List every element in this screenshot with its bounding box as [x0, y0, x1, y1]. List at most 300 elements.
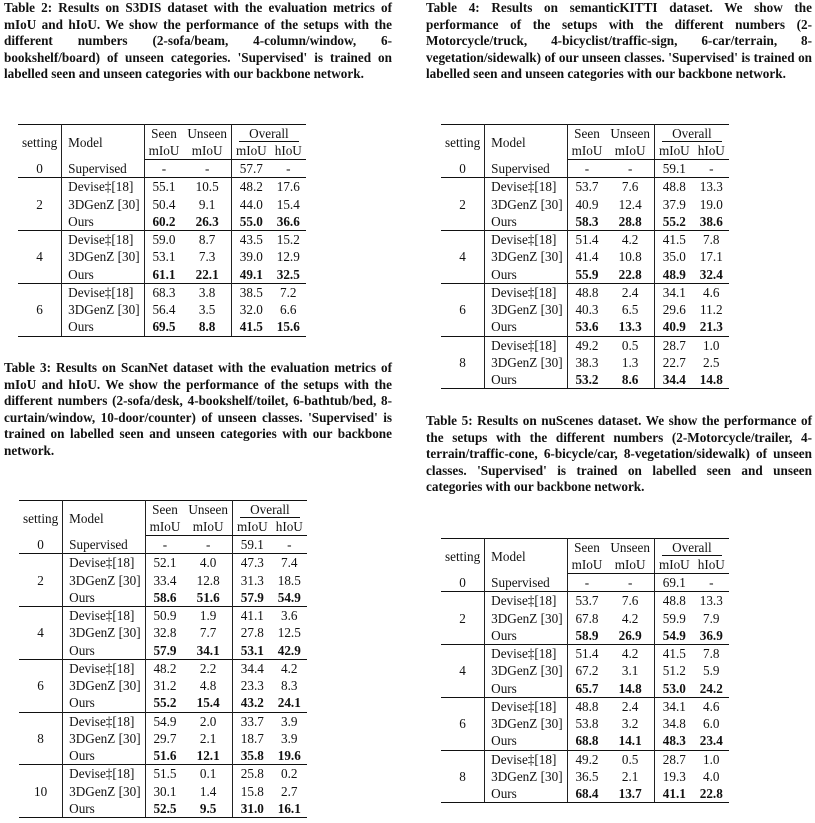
overall-miou-cell: 19.3: [662, 768, 686, 784]
table-row: [441, 283, 729, 301]
table-row: [19, 642, 307, 660]
setting-cell: 8: [441, 750, 485, 803]
model-cell: Devise‡[18]: [485, 178, 567, 196]
unseen-miou-cell: 0.5: [606, 336, 654, 354]
seen-miou-cell: 61.1: [152, 266, 176, 282]
seen-miou-cell: 52.1: [145, 554, 184, 572]
overall-hiou-cell: 4.0: [703, 768, 720, 784]
seen-miou-cell: 68.4: [567, 785, 606, 803]
table-row: [18, 230, 306, 248]
overall-miou-cell: 41.1: [654, 785, 693, 803]
table-row: [441, 732, 729, 750]
overall-hiou-cell: 8.3: [281, 678, 298, 694]
overall-header-cell: [654, 539, 728, 557]
overall-miou-cell: 39.0: [239, 249, 263, 265]
table-row: [19, 800, 307, 818]
overall-miou-cell: 53.0: [662, 680, 686, 696]
table-row: [441, 750, 729, 768]
overall-miou-cell: 59.1: [662, 161, 686, 177]
overall-hiou-cell: 11.2: [699, 302, 723, 318]
model-cell: Ours: [63, 694, 145, 712]
table-row: [19, 624, 307, 642]
overall-hiou-cell: 4.6: [694, 283, 729, 301]
unseen-miou-cell: 22.1: [183, 266, 231, 284]
model-cell: Ours: [485, 371, 567, 389]
seen-header: Seen: [567, 125, 606, 143]
unseen-miou-cell: 3.8: [183, 283, 231, 301]
overall-hiou-cell: 32.5: [276, 266, 300, 282]
overall-hiou-cell: 4.6: [694, 697, 729, 715]
overall-miou-cell: 59.1: [240, 537, 264, 553]
header-row: [441, 125, 729, 143]
model-cell: Ours: [485, 680, 567, 698]
setting-cell: 0: [441, 574, 485, 592]
setting-cell: 2: [441, 178, 485, 231]
model-cell: Devise‡[18]: [485, 644, 567, 662]
unseen-miou-cell: -: [183, 160, 231, 178]
overall-hiou-cell: 24.1: [277, 695, 301, 711]
table-row: [18, 283, 306, 301]
seen-miou-cell: 53.1: [152, 249, 176, 265]
unseen-miou-cell: 10.8: [606, 248, 654, 266]
model-cell: 3DGenZ [30]: [63, 782, 145, 800]
overall-hiou-cell: 7.2: [271, 283, 306, 301]
table-row: [441, 574, 729, 592]
unseen-miou-cell: 1.4: [184, 782, 232, 800]
table-row: [19, 589, 307, 607]
model-header: Model: [485, 125, 567, 160]
overall-hiou-cell: 15.4: [276, 196, 300, 212]
model-header: Model: [63, 501, 145, 536]
overall-hiou-cell: 17.1: [699, 249, 723, 265]
overall-hiou-cell: 1.0: [694, 336, 729, 354]
unseen-miou-cell: 12.1: [184, 747, 232, 765]
overall-hiou-cell: 4.2: [272, 659, 307, 677]
seen-miou-cell: -: [162, 537, 168, 553]
overall-hiou-cell: 7.4: [272, 554, 307, 572]
overall-miou-cell: 35.8: [240, 748, 264, 764]
setting-header: setting: [18, 125, 62, 160]
model-cell: Ours: [62, 318, 144, 336]
unseen-miou-cell: 4.2: [606, 230, 654, 248]
model-cell: Ours: [485, 627, 567, 645]
table-row: [441, 354, 729, 372]
seen-miou-cell: 53.7: [567, 178, 606, 196]
overall-hiou-cell: 54.9: [277, 589, 301, 605]
unseen-miou-cell: 8.6: [606, 371, 654, 389]
model-cell: Devise‡[18]: [62, 178, 144, 196]
overall-miou-cell: 31.3: [240, 572, 264, 588]
overall-miou-cell: 41.5: [231, 318, 270, 336]
overall-miou-cell: 38.5: [231, 283, 270, 301]
overall-hiou-cell: 7.9: [703, 610, 720, 626]
unseen-miou-header: mIoU: [184, 518, 232, 536]
overall-miou-header: mIoU: [232, 518, 271, 536]
table-row: [18, 318, 306, 336]
overall-header: Overall: [662, 126, 722, 142]
unseen-header: Unseen: [183, 125, 231, 143]
model-cell: Devise‡[18]: [485, 592, 567, 610]
model-cell: 3DGenZ [30]: [62, 301, 144, 319]
unseen-miou-cell: 26.3: [183, 213, 231, 231]
overall-hiou-cell: 6.6: [280, 302, 297, 318]
header-row: [18, 125, 306, 143]
overall-hiou-cell: 42.9: [277, 642, 301, 658]
header-row: [441, 539, 729, 557]
table2-caption: Table 2: Results on S3DIS dataset with the evaluation metrics of mIoU and hIoU. We show the performance of the setups with the different numbers (2-sofa/beam, 4-column/window, 6-bookshelf/board) of unseen categories. 'Supervised' is trained on labelled seen and unseen categories with our backbone network.: [4, 0, 392, 81]
overall-hiou-cell: 36.9: [699, 627, 723, 643]
unseen-miou-header: mIoU: [183, 142, 231, 160]
unseen-miou-cell: 2.4: [606, 283, 654, 301]
model-cell: 3DGenZ [30]: [485, 354, 567, 372]
overall-miou-cell: 48.2: [231, 178, 270, 196]
unseen-miou-cell: 34.1: [184, 642, 232, 660]
unseen-miou-cell: 51.6: [184, 589, 232, 607]
seen-miou-cell: 50.9: [145, 606, 184, 624]
overall-hiou-cell: 38.6: [699, 213, 723, 229]
seen-miou-cell: 52.5: [145, 800, 184, 818]
unseen-miou-cell: 9.1: [183, 195, 231, 213]
overall-header: Overall: [240, 502, 300, 518]
overall-miou-cell: 49.1: [239, 266, 263, 282]
overall-miou-cell: 54.9: [662, 627, 686, 643]
table-row: [19, 606, 307, 624]
table-row: [19, 659, 307, 677]
unseen-miou-cell: 1.3: [606, 354, 654, 372]
overall-header-cell: [231, 125, 305, 143]
seen-miou-cell: 67.8: [575, 610, 599, 626]
overall-hiou-cell: 36.6: [276, 213, 300, 229]
table-row: [441, 318, 729, 336]
overall-header-cell: [654, 125, 728, 143]
overall-miou-cell: 53.1: [240, 642, 264, 658]
unseen-miou-cell: 6.5: [606, 301, 654, 319]
overall-hiou-cell: 18.5: [277, 572, 301, 588]
seen-miou-cell: 54.9: [145, 712, 184, 730]
table3-results: [19, 500, 307, 818]
unseen-header: Unseen: [606, 125, 654, 143]
table-row: [441, 230, 729, 248]
overall-miou-cell: 44.0: [239, 196, 263, 212]
unseen-miou-cell: 14.1: [606, 732, 654, 750]
seen-miou-cell: 50.4: [152, 196, 176, 212]
model-cell: Ours: [63, 747, 145, 765]
model-cell: Devise‡[18]: [63, 606, 145, 624]
table-row: [19, 554, 307, 572]
unseen-miou-cell: 8.7: [183, 230, 231, 248]
overall-miou-cell: 43.5: [231, 230, 270, 248]
unseen-miou-cell: 7.7: [184, 624, 232, 642]
table4-results: [441, 124, 729, 389]
seen-miou-cell: 51.4: [567, 230, 606, 248]
overall-miou-cell: 55.2: [662, 213, 686, 229]
overall-hiou-cell: -: [709, 161, 714, 177]
unseen-miou-cell: 1.9: [184, 606, 232, 624]
overall-hiou-cell: 19.6: [277, 748, 301, 764]
seen-miou-cell: 59.0: [144, 230, 183, 248]
table-row: [441, 680, 729, 698]
overall-hiou-cell: 12.9: [276, 249, 300, 265]
model-cell: 3DGenZ [30]: [485, 248, 567, 266]
unseen-miou-cell: 15.4: [184, 694, 232, 712]
setting-cell: 6: [18, 283, 62, 336]
overall-miou-cell: 48.9: [662, 266, 686, 282]
setting-cell: 2: [18, 178, 62, 231]
table-row: [441, 627, 729, 645]
seen-miou-cell: 48.2: [145, 659, 184, 677]
model-cell: Supervised: [485, 574, 567, 592]
seen-miou-cell: 55.9: [575, 266, 599, 282]
table-row: [441, 371, 729, 389]
table5-results: [441, 538, 729, 803]
unseen-miou-cell: 13.3: [606, 318, 654, 336]
table-row: [441, 697, 729, 715]
overall-hiou-cell: -: [287, 537, 292, 553]
overall-hiou-cell: 13.3: [694, 178, 729, 196]
overall-hiou-cell: 2.5: [703, 354, 720, 370]
model-header: Model: [485, 539, 567, 574]
overall-miou-cell: 34.1: [654, 283, 693, 301]
overall-miou-cell: 28.7: [654, 336, 693, 354]
seen-miou-cell: 49.2: [567, 336, 606, 354]
table-row: [18, 248, 306, 266]
seen-miou-cell: 55.2: [153, 695, 177, 711]
model-cell: 3DGenZ [30]: [63, 677, 145, 695]
model-cell: Devise‡[18]: [63, 554, 145, 572]
overall-miou-cell: 33.7: [232, 712, 271, 730]
seen-miou-header: mIoU: [144, 142, 183, 160]
overall-miou-cell: 41.1: [232, 606, 271, 624]
model-cell: Supervised: [62, 160, 144, 178]
unseen-miou-header: mIoU: [606, 556, 654, 574]
overall-hiou-cell: 12.5: [277, 625, 301, 641]
overall-header: Overall: [239, 126, 299, 142]
overall-hiou-cell: 14.8: [694, 371, 729, 389]
seen-miou-cell: 33.4: [153, 572, 177, 588]
table5-caption: Table 5: Results on nuScenes dataset. We show the performance of the setups with the different numbers (2-Motorcycle/trailer, 4-terrain/traffic-cone, 6-bicycle/car, 8-vegetation/sidewalk) of unseen classes. 'Supervised' is trained on labelled seen and unseen categories with our backbone network.: [426, 413, 812, 494]
seen-miou-cell: 40.9: [575, 196, 599, 212]
table-row: [441, 609, 729, 627]
table-row: [441, 195, 729, 213]
unseen-miou-cell: 2.1: [606, 768, 654, 786]
unseen-miou-cell: 2.1: [184, 730, 232, 748]
table-row: [19, 730, 307, 748]
seen-miou-header: mIoU: [567, 142, 606, 160]
model-cell: Ours: [485, 732, 567, 750]
overall-miou-cell: 22.7: [662, 354, 686, 370]
overall-hiou-cell: 15.2: [271, 230, 306, 248]
seen-miou-cell: 30.1: [153, 783, 177, 799]
unseen-miou-cell: 4.0: [184, 554, 232, 572]
unseen-miou-cell: 7.6: [606, 178, 654, 196]
model-cell: 3DGenZ [30]: [485, 768, 567, 786]
overall-hiou-header: hIoU: [272, 518, 307, 536]
overall-miou-cell: 27.8: [240, 625, 264, 641]
unseen-miou-cell: 3.1: [606, 662, 654, 680]
model-cell: 3DGenZ [30]: [485, 715, 567, 733]
seen-miou-cell: -: [584, 575, 590, 591]
unseen-miou-cell: 3.5: [183, 301, 231, 319]
unseen-miou-cell: 0.1: [184, 765, 232, 783]
unseen-miou-cell: 22.8: [606, 266, 654, 284]
overall-miou-cell: 18.7: [240, 730, 264, 746]
overall-hiou-cell: 5.9: [703, 663, 720, 679]
unseen-miou-cell: 28.8: [606, 213, 654, 231]
unseen-miou-cell: 2.4: [606, 697, 654, 715]
model-cell: Ours: [485, 318, 567, 336]
setting-cell: 2: [441, 592, 485, 645]
model-cell: 3DGenZ [30]: [63, 624, 145, 642]
table-row: [19, 782, 307, 800]
overall-miou-cell: 41.5: [654, 644, 693, 662]
model-cell: Supervised: [485, 160, 567, 178]
overall-hiou-header: hIoU: [694, 556, 729, 574]
setting-header: setting: [19, 501, 63, 536]
seen-miou-cell: 48.8: [567, 283, 606, 301]
overall-miou-cell: 51.2: [662, 663, 686, 679]
table3-caption: Table 3: Results on ScanNet dataset with the evaluation metrics of mIoU and hIoU. We show the performance of the setups with the different numbers (2-sofa/desk, 4-bookshelf/toilet, 6-bathtub/bed, 8-curtain/window, 10-door/counter) of unseen classes. 'Supervised' is trained on labelled seen and unseen categories with our backbone network.: [4, 360, 392, 458]
overall-miou-cell: 35.0: [662, 249, 686, 265]
seen-miou-cell: 53.7: [567, 592, 606, 610]
table-row: [441, 785, 729, 803]
seen-miou-cell: 68.3: [144, 283, 183, 301]
overall-miou-header: mIoU: [654, 556, 693, 574]
unseen-miou-cell: -: [184, 536, 232, 554]
table-row: [441, 160, 729, 178]
overall-miou-header: mIoU: [231, 142, 270, 160]
setting-cell: 8: [441, 336, 485, 389]
setting-cell: 2: [19, 554, 63, 607]
overall-hiou-cell: 0.2: [272, 765, 307, 783]
table-row: [18, 195, 306, 213]
setting-cell: 0: [18, 160, 62, 178]
setting-cell: 4: [441, 230, 485, 283]
seen-miou-cell: 32.8: [153, 625, 177, 641]
seen-miou-cell: 53.2: [567, 371, 606, 389]
table-row: [18, 213, 306, 231]
overall-hiou-cell: 23.4: [699, 733, 723, 749]
overall-hiou-cell: 3.9: [281, 730, 298, 746]
seen-miou-cell: 58.6: [153, 589, 177, 605]
table-row: [441, 178, 729, 196]
seen-miou-cell: 53.8: [575, 716, 599, 732]
seen-miou-cell: 65.7: [575, 680, 599, 696]
table-row: [441, 266, 729, 284]
model-cell: Ours: [62, 213, 144, 231]
model-cell: 3DGenZ [30]: [485, 301, 567, 319]
table-row: [441, 662, 729, 680]
overall-miou-cell: 55.0: [239, 213, 263, 229]
seen-header: Seen: [144, 125, 183, 143]
overall-hiou-cell: 19.0: [699, 196, 723, 212]
unseen-miou-cell: 0.5: [606, 750, 654, 768]
seen-miou-cell: -: [161, 161, 167, 177]
overall-miou-cell: 28.7: [654, 750, 693, 768]
seen-miou-cell: 69.5: [144, 318, 183, 336]
overall-hiou-cell: 24.2: [699, 680, 723, 696]
overall-header-cell: [232, 501, 306, 519]
overall-hiou-cell: -: [709, 575, 714, 591]
seen-miou-cell: 41.4: [575, 249, 599, 265]
table-row: [441, 592, 729, 610]
overall-miou-cell: 40.9: [662, 319, 686, 335]
setting-cell: 4: [19, 606, 63, 659]
seen-miou-cell: 67.2: [575, 663, 599, 679]
model-cell: Devise‡[18]: [485, 697, 567, 715]
unseen-miou-cell: 9.5: [184, 800, 232, 818]
model-cell: 3DGenZ [30]: [63, 571, 145, 589]
unseen-miou-cell: -: [606, 160, 654, 178]
seen-miou-cell: 57.9: [153, 642, 177, 658]
setting-cell: 8: [19, 712, 63, 765]
model-cell: Devise‡[18]: [63, 712, 145, 730]
overall-hiou-cell: 15.6: [271, 318, 306, 336]
unseen-miou-header: mIoU: [606, 142, 654, 160]
overall-miou-header: mIoU: [654, 142, 693, 160]
overall-hiou-header: hIoU: [694, 142, 729, 160]
model-header: Model: [62, 125, 144, 160]
table-row: [19, 677, 307, 695]
seen-miou-cell: 51.6: [153, 748, 177, 764]
seen-miou-cell: -: [584, 161, 590, 177]
unseen-miou-cell: 2.0: [184, 712, 232, 730]
model-cell: Devise‡[18]: [63, 659, 145, 677]
seen-miou-cell: 29.7: [153, 730, 177, 746]
seen-miou-cell: 48.8: [567, 697, 606, 715]
setting-cell: 6: [441, 697, 485, 750]
overall-miou-cell: 48.3: [662, 733, 686, 749]
model-cell: Ours: [485, 266, 567, 284]
unseen-miou-cell: 4.2: [606, 609, 654, 627]
unseen-header: Unseen: [606, 539, 654, 557]
overall-miou-cell: 29.6: [662, 302, 686, 318]
overall-hiou-cell: 16.1: [272, 800, 307, 818]
setting-cell: 6: [19, 659, 63, 712]
table-row: [441, 336, 729, 354]
table-row: [441, 301, 729, 319]
overall-miou-cell: 23.3: [240, 678, 264, 694]
seen-miou-cell: 56.4: [152, 302, 176, 318]
seen-miou-cell: 31.2: [153, 678, 177, 694]
overall-miou-cell: 32.0: [239, 302, 263, 318]
overall-hiou-cell: 32.4: [699, 266, 723, 282]
table-row: [441, 213, 729, 231]
table-row: [19, 571, 307, 589]
model-cell: Ours: [485, 213, 567, 231]
seen-miou-cell: 58.3: [575, 213, 599, 229]
table-row: [19, 747, 307, 765]
table-row: [19, 712, 307, 730]
setting-cell: 10: [19, 765, 63, 818]
overall-miou-cell: 25.8: [232, 765, 271, 783]
overall-hiou-cell: 7.8: [694, 644, 729, 662]
setting-cell: 6: [441, 283, 485, 336]
model-cell: 3DGenZ [30]: [62, 195, 144, 213]
seen-miou-header: mIoU: [145, 518, 184, 536]
table4-caption: Table 4: Results on semanticKITTI dataset. We show the performance of the setups with the different numbers (2-Motorcycle/truck, 4-bicyclist/traffic-sign, 6-car/terrain, 8-vegetation/sidewalk) of our unseen classes. 'Supervised' is trained on labelled seen and unseen categories with our backbone network.: [426, 0, 812, 81]
overall-hiou-cell: 3.6: [272, 606, 307, 624]
table-row: [19, 694, 307, 712]
overall-miou-cell: 15.8: [240, 783, 264, 799]
seen-miou-cell: 60.2: [152, 213, 176, 229]
seen-miou-cell: 40.3: [575, 302, 599, 318]
overall-miou-cell: 59.9: [662, 610, 686, 626]
table-row: [19, 536, 307, 554]
model-cell: Ours: [63, 800, 145, 818]
model-cell: Devise‡[18]: [62, 230, 144, 248]
overall-miou-cell: 34.4: [232, 659, 271, 677]
unseen-miou-cell: 14.8: [606, 680, 654, 698]
